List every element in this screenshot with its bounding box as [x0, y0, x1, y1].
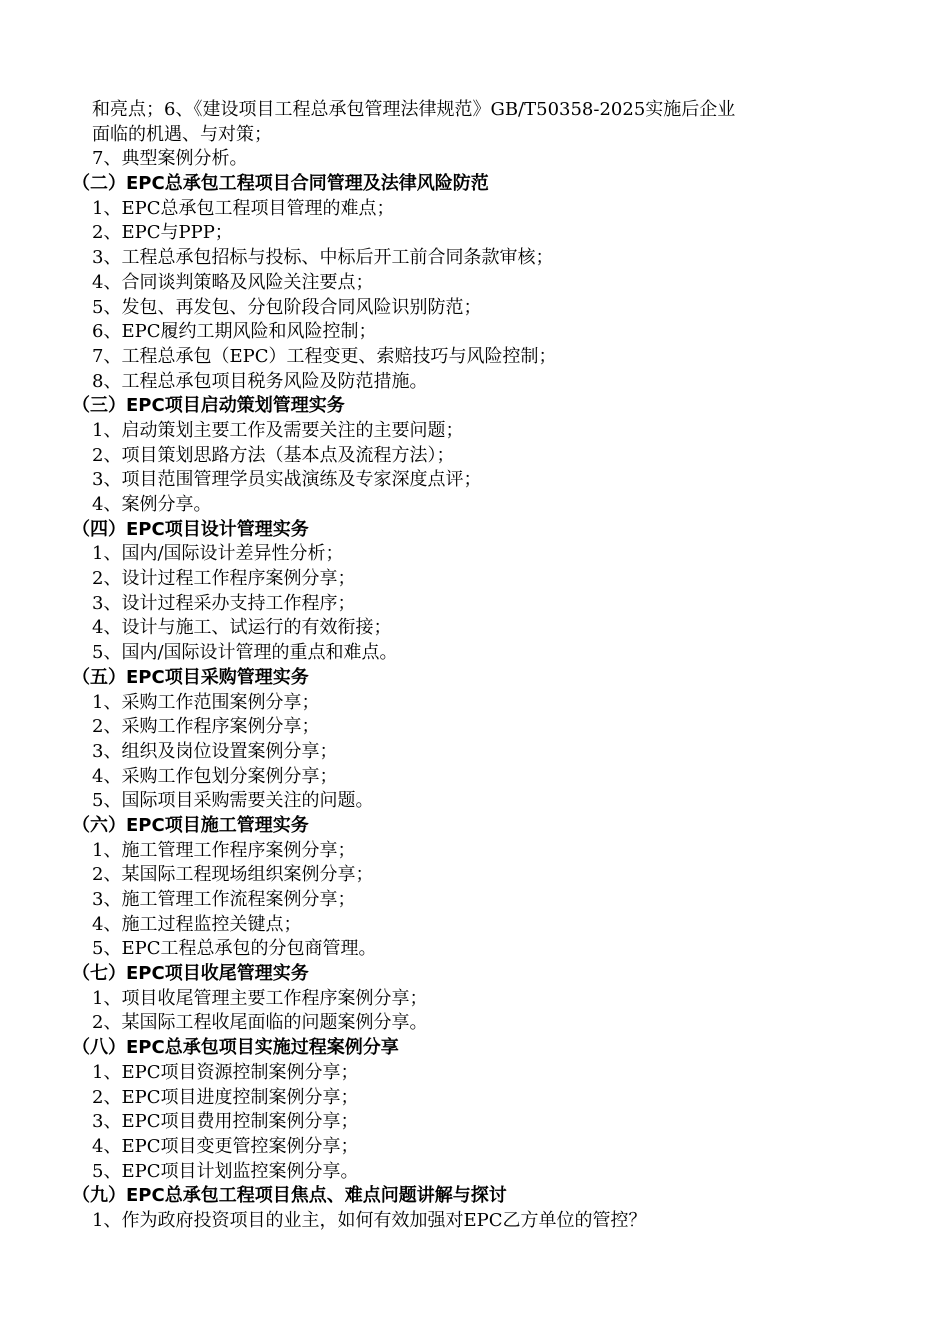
list-item: 3、施工管理工作流程案例分享；: [92, 889, 356, 910]
list-item: 4、合同谈判策略及风险关注要点；: [92, 271, 374, 293]
section-heading: （七）EPC项目收尾管理实务: [72, 963, 309, 985]
list-item: 1、国内/国际设计差异性分析；: [92, 543, 344, 565]
list-item: 7、工程总承包（EPC）工程变更、索赔技巧与风险控制；: [92, 345, 557, 367]
list-item: 5、EPC项目计划监控案例分享。: [92, 1160, 359, 1182]
document-body: [72, 98, 892, 1234]
list-item: 3、EPC项目费用控制案例分享；: [92, 1111, 359, 1133]
list-item: 4、采购工作包划分案例分享；: [92, 765, 338, 787]
section-heading: （九）EPC总承包工程项目焦点、难点问题讲解与探讨: [72, 1185, 507, 1207]
list-item: 2、设计过程工作程序案例分享；: [92, 568, 356, 590]
list-item: 4、施工过程监控关键点；: [92, 913, 302, 935]
list-item: 4、EPC项目变更管控案例分享；: [92, 1135, 359, 1157]
section-heading: （三）EPC项目启动策划管理实务: [72, 395, 345, 417]
list-item: 1、EPC总承包工程项目管理的难点；: [92, 197, 395, 219]
section-heading: （四）EPC项目设计管理实务: [72, 518, 309, 540]
list-item: 1、施工管理工作程序案例分享；: [92, 839, 356, 861]
intro-line: 和亮点；6、《建设项目工程总承包管理法律规范》GB/T50358-2025实施后企业: [92, 99, 736, 120]
list-item: 4、设计与施工、试运行的有效衔接；: [92, 617, 392, 639]
list-item: 4、案例分享。: [92, 494, 212, 515]
list-item: 2、采购工作程序案例分享；: [92, 716, 320, 738]
section-heading: （六）EPC项目施工管理实务: [72, 814, 309, 836]
intro-line: 面临的机遇、与对策；: [92, 123, 272, 145]
list-item: 1、启动策划主要工作及需要关注的主要问题；: [92, 419, 464, 441]
list-item: 3、项目范围管理学员实战演练及专家深度点评；: [92, 469, 482, 491]
list-item: 3、设计过程采办支持工作程序；: [92, 592, 356, 614]
list-item: 1、项目收尾管理主要工作程序案例分享；: [92, 987, 428, 1009]
list-item: 8、工程总承包项目税务风险及防范措施。: [92, 370, 428, 392]
list-item: 6、EPC履约工期风险和风险控制；: [92, 321, 377, 343]
list-item: 2、某国际工程现场组织案例分享；: [92, 864, 374, 886]
section-heading: （五）EPC项目采购管理实务: [72, 666, 309, 688]
section-heading: （八）EPC总承包项目实施过程案例分享: [72, 1037, 399, 1059]
list-item: 5、国际项目采购需要关注的问题。: [92, 790, 374, 812]
list-item: 5、EPC工程总承包的分包商管理。: [92, 938, 377, 960]
list-item: 5、发包、再发包、分包阶段合同风险识别防范；: [92, 296, 482, 318]
list-item: 2、项目策划思路方法（基本点及流程方法）；: [92, 444, 455, 466]
list-item: 3、工程总承包招标与投标、中标后开工前合同条款审核；: [92, 247, 554, 269]
list-item: 1、采购工作范围案例分享；: [92, 691, 320, 713]
list-item: 1、EPC项目资源控制案例分享；: [92, 1061, 359, 1083]
list-item: 2、某国际工程收尾面临的问题案例分享。: [92, 1012, 428, 1034]
list-item: 2、EPC项目进度控制案例分享；: [92, 1086, 359, 1108]
list-item: 2、EPC与PPP；: [92, 222, 233, 244]
list-item: 5、国内/国际设计管理的重点和难点。: [92, 642, 398, 664]
section-heading: （二）EPC总承包工程项目合同管理及法律风险防范: [72, 173, 489, 195]
intro-line: 7、典型案例分析。: [92, 148, 248, 170]
list-item: 1、作为政府投资项目的业主，如何有效加强对EPC乙方单位的管控？: [92, 1209, 647, 1231]
list-item: 3、组织及岗位设置案例分享；: [92, 740, 338, 762]
